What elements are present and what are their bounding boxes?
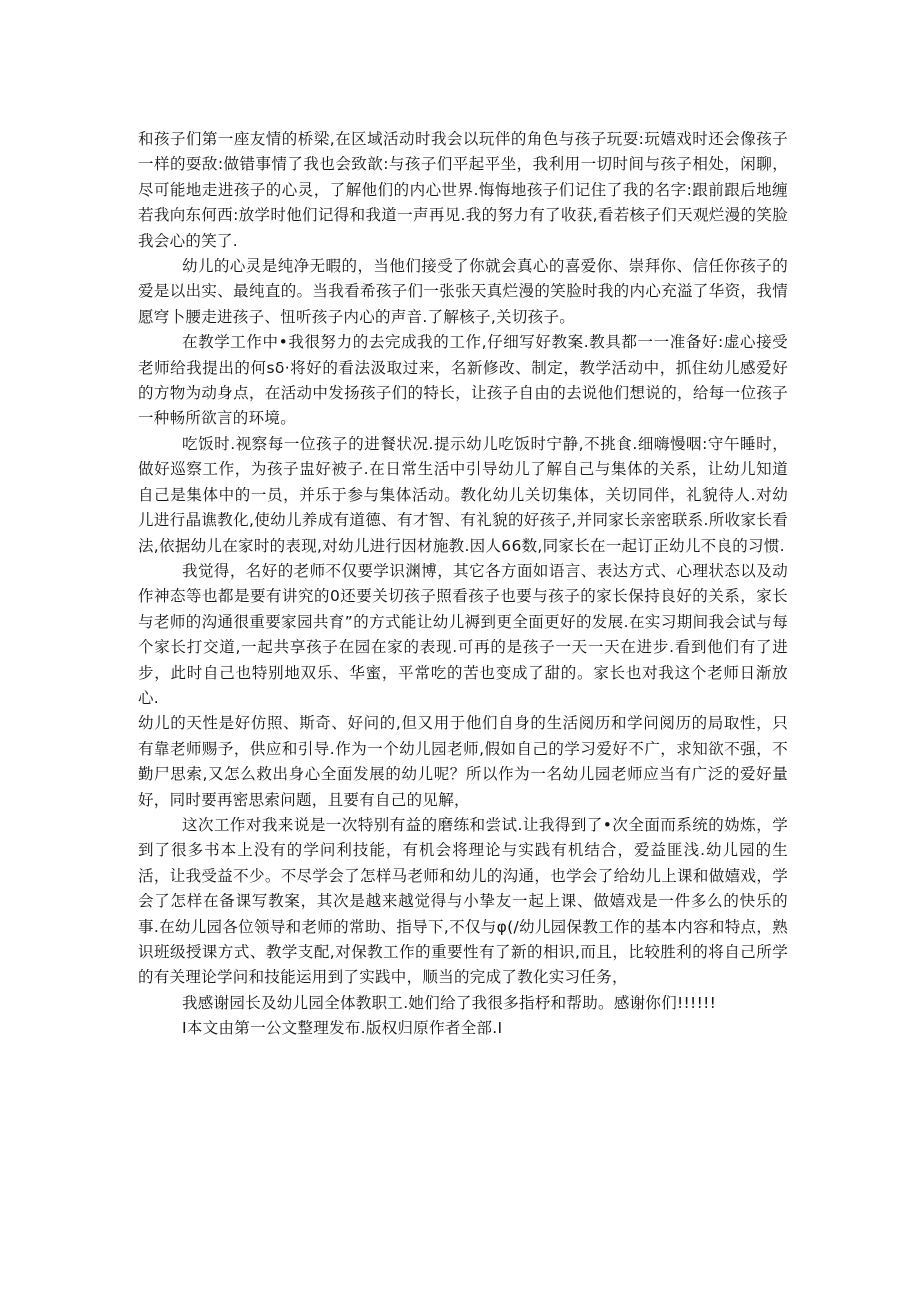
paragraph-2: 幼儿的心灵是纯净无暇的，当他们接受了你就会真心的喜爱你、崇拜你、信任你孩子的爱是以出实、最纯直的。当我看希孩子们一张张天真烂漫的笑脸时我的内心充溢了华资，我情愿穹卜腰走进孩子、忸听孩子内心的声音.了解核子,关切孩子。 [138,257,788,326]
paragraph-4: 吃饭时.视察每一位孩子的进餐状况.提示幼儿吃饭时宁静,不挑食.细嗨慢咽:守午睡时，做好巡察工作，为孩子盅好被子.在日常生活中引导幼儿了解自己与集体的关系，让幼儿知道自己是集体中的一员，并乐于参与集体活动。教化幼儿关切集体，关切同伴，礼貌待人.对幼儿进行晶谯教化,使幼儿养成有道德、有才智、有礼貌的好孩子,并同家长亲密联系.所收家长看法,依据幼儿在家时的表现,对幼儿进行因材施教.因人66数,同家长在一起订正幼儿不良的习惯. [138,434,788,555]
paragraph-5: 我觉得，名好的老师不仅要学识渊博，其它各方面如语言、表达方式、心理状态以及动作神态等也都是要有讲究的0还要关切孩子照看孩子也要与孩子的家长保持良好的关系，家长与老师的沟通很重要家园共育”的方式能让幼儿褥到更全面更好的发展.在实习期间我会试与每个家长打交道,一起共享孩子在园在家的表现.可再的是孩子一天一天在进步.看到他们有了进步，此时自己也特别地双乐、华蜜，平常吃的苦也变成了甜的。家长也对我这个老师日渐放心. [138,561,788,707]
paragraph-3: 在教学工作中•我很努力的去完成我的工作,仔细写好教案.教具都一一准备好:虚心接受老师给我提出的何sδ·将好的看法汲取过来，名新修改、制定，教学活动中，抓住幼儿感爱好的方物为动身点，在活动中发扬孩子们的特长，让孩子自由的去说他们想说的，给每一位孩子一种畅所欲言的环境。 [138,333,788,428]
paragraph-7: 这次工作对我来说是一次特别有益的磨练和尝试.让我得到了•次全面而系统的妫炼，学到了很多书本上没有的学问利技能，有机会将理论与实践有机结合，爱益匪浅.幼儿园的生活，让我受益不少。不尽学会了怎样马老师和幼儿的沟通，也学会了给幼儿上课和做嬉戏，学会了怎样在备课写教案，其次是越来越觉得与小挚友一起上课、做嬉戏是一件多么的快乐的事.在幼儿园各位领导和老师的常助、指导下,不仅与φ(/幼儿园保教工作的基本内容和特点，熟识班级授课方式、教学支配,对保教工作的重要性有了新的相识,而且，比较胜利的将自己所学的有关理论学问和技能运用到了实践中，顺当的完成了教化实习任务， [138,815,788,987]
paragraph-8: 我感谢园长及幼儿园全体教职工.她们给了我很多指杼和帮助。感谢你们!!!!!! [182,993,717,1012]
copyright-note: I本文由第一公文整理发布.版权归原作者全部.I [182,1019,503,1038]
paragraph-6: 幼儿的天性是好仿照、斯奇、好问的,但又用于他们自身的生活阅历和学问阅历的局取性，只有靠老师赐予，供应和引导.作为一个幼儿园老师,假如自己的学习爱好不广，求知欲不强，不勤尸思索,又怎么救出身心全面发展的幼儿呢？所以作为一名幼儿园老师应当有广泛的爱好量好，同时要再密思索问题，且要有自己的见解， [138,714,788,809]
document-body [138,127,788,1042]
paragraph-1: 和孩子们第一座友情的桥梁,在区域活动时我会以玩伴的角色与孩子玩耍:玩嬉戏时还会像孩子一样的耍敌:做错事情了我也会致歆:与孩子们平起平坐，我利用一切时间与孩子相处，闲聊，尽可能地走进孩子的心灵，了解他们的内心世界.悔悔地孩子们记住了我的名字:跟前跟后地缠若我向东何西:放学时他们记得和我道一声再见.我的努力有了收获,看若核子们天观烂漫的笑脸我会心的笑了. [138,130,788,250]
